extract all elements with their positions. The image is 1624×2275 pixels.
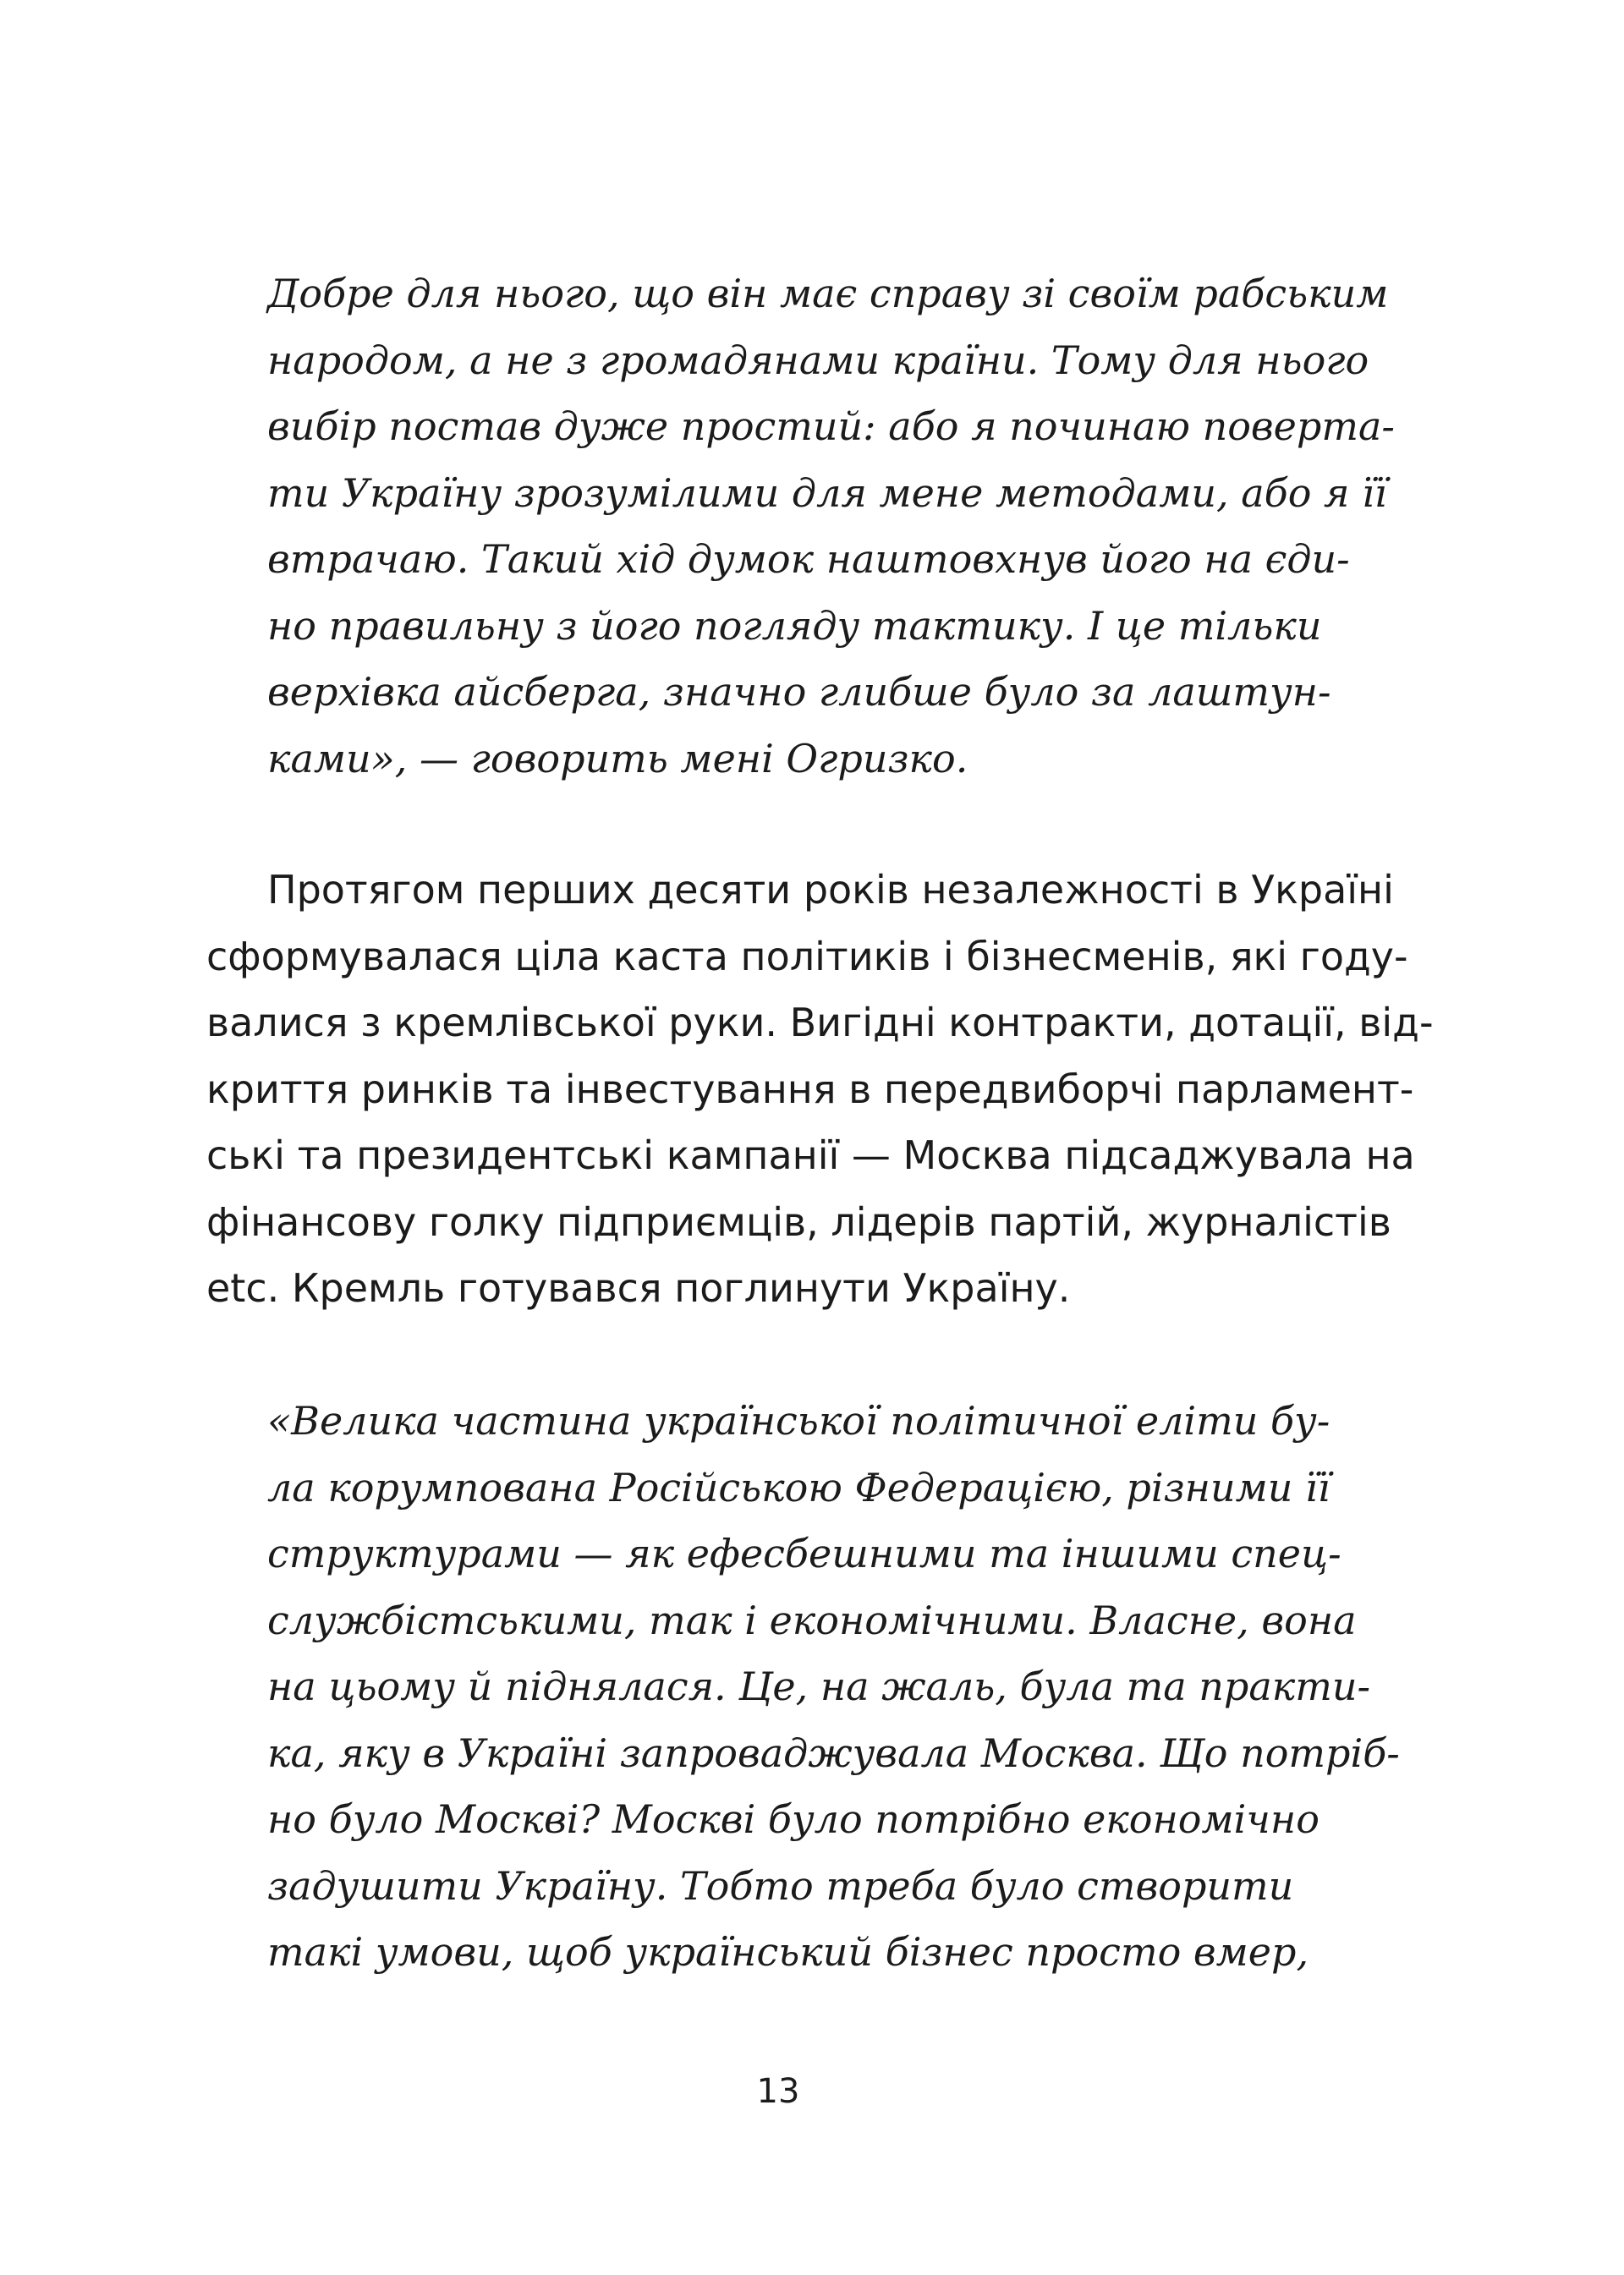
page-number: 13 bbox=[756, 2072, 800, 2111]
quote-line: структурами — як ефесбешними та іншими спец- bbox=[267, 1531, 1341, 1576]
quote-line: задушити Україну. Тобто треба було створити bbox=[267, 1862, 1294, 1909]
quote-line: но було Москві? Москві було потрібно економічно bbox=[267, 1796, 1320, 1842]
paragraph-line: etc. Кремль готувався поглинути Україну. bbox=[206, 1265, 1071, 1311]
paragraph-line: криття ринків та інвестування в передвиборчі парламент- bbox=[206, 1066, 1414, 1112]
quote-line: Добре для нього, що він має справу зі своїм рабським bbox=[267, 271, 1389, 316]
quote-line: ти Україну зрозумілими для мене методами, або я її bbox=[267, 469, 1387, 516]
quote-line: но правильну з його погляду тактику. І це тільки bbox=[267, 602, 1322, 649]
quote-line: ла корумпована Російською Федерацією, різними її bbox=[267, 1464, 1330, 1510]
quote-line: службістськими, так і економічними. Власне, вона bbox=[267, 1597, 1357, 1643]
quote-line: на цьому й піднялася. Це, на жаль, була та практи- bbox=[267, 1664, 1371, 1709]
quote-line: «Велика частина української політичної еліти бу- bbox=[267, 1398, 1330, 1444]
paragraph-line: валися з кремлівської руки. Вигідні контракти, дотації, від- bbox=[206, 1000, 1434, 1045]
quote-line: народом, а не з громадянами країни. Тому для нього bbox=[267, 337, 1369, 383]
quote-block-elite bbox=[267, 1388, 1400, 1986]
quote-line: ка, яку в Україні запроваджувала Москва. Що потріб- bbox=[267, 1730, 1400, 1776]
paragraph-line: сформувалася ціла каста політиків і бізнесменів, які году- bbox=[206, 933, 1408, 979]
quote-line: верхівка айсберга, значно глибше було за лаштун- bbox=[267, 669, 1331, 715]
quote-line: втрачаю. Такий хід думок наштовхнув його на єди- bbox=[267, 536, 1350, 582]
quote-line: такі умови, щоб український бізнес просто вмер, bbox=[267, 1929, 1309, 1975]
paragraph-line: Протягом перших десяти років незалежності в Україні bbox=[267, 867, 1394, 913]
quote-line: ками», — говорить мені Огризко. bbox=[267, 735, 968, 781]
quote-line: вибір постав дуже простий: або я починаю поверта- bbox=[267, 403, 1395, 449]
quote-block-ogryzko bbox=[267, 260, 1395, 792]
paragraph-line: фінансову голку підприємців, лідерів партій, журналістів bbox=[206, 1198, 1391, 1245]
paragraph-line: ські та президентські кампанії — Москва підсаджувала на bbox=[206, 1132, 1415, 1178]
body-paragraph bbox=[206, 857, 1434, 1322]
